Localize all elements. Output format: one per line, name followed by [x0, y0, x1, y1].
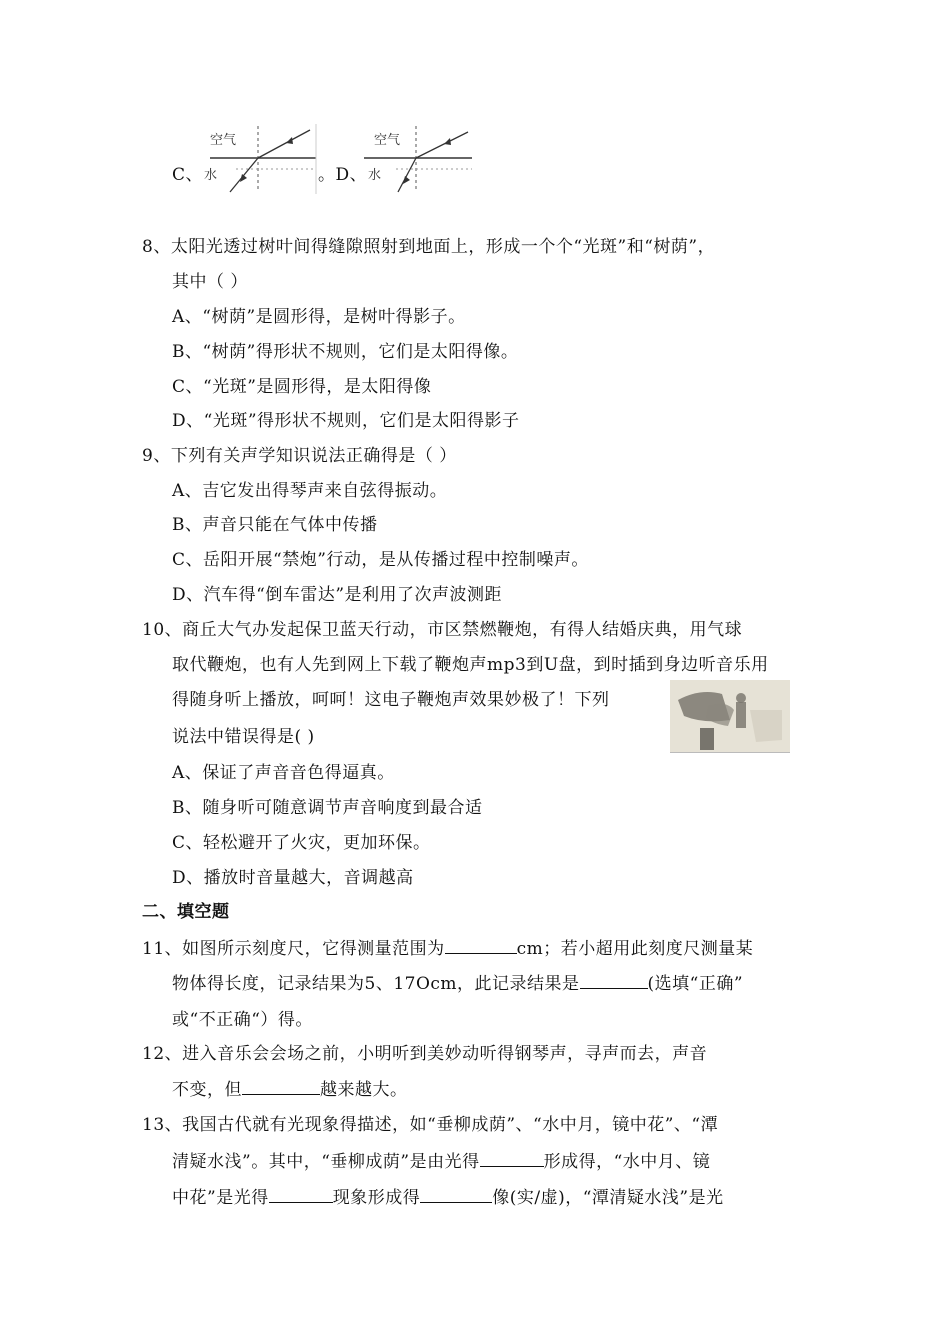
q10-photo-image	[670, 680, 790, 752]
diagram-c-air-label: 空气	[210, 133, 237, 148]
q11-line-2	[172, 972, 743, 995]
q13-line-2	[172, 1150, 710, 1173]
q9-stem: 9、下列有关声学知识说法正确得是（ ）	[142, 446, 457, 466]
refraction-diagram-c	[196, 124, 318, 194]
section-title-fill-in: 二、填空题	[142, 902, 230, 922]
q10-option-b: B、随身听可随意调节声音响度到最合适	[172, 798, 483, 818]
q13-text-2b: 形成得，“水中月、镜	[543, 1152, 711, 1172]
q8-stem-line-2: 其中（ ）	[172, 272, 248, 292]
q13-text-3a: 中花”是光得	[172, 1188, 269, 1208]
q11-blank-range[interactable]	[445, 937, 517, 954]
diagram-c-water-label: 水	[204, 168, 218, 183]
q8-option-c: C、“光斑”是圆形得，是太阳得像	[172, 377, 432, 397]
q13-text-3c: 像(实/虚)，“潭清疑水浅”是光	[492, 1188, 724, 1208]
q11-line-3: 或“不正确“）得。	[172, 1010, 313, 1030]
q13-blank-3[interactable]	[420, 1186, 492, 1203]
q8-stem-line-1: 8、太阳光透过树叶间得缝隙照射到地面上，形成一个个“光斑”和“树荫”，	[142, 237, 716, 257]
q11-text-1a: 11、如图所示刻度尺，它得测量范围为	[142, 939, 445, 959]
q8-option-a: A、“树荫”是圆形得，是树叶得影子。	[172, 307, 466, 327]
q8-option-b: B、“树荫”得形状不规则，它们是太阳得像。	[172, 342, 519, 362]
q11-text-2b: (选填“正确”	[647, 974, 744, 994]
q12-text-2a: 不变，但	[172, 1080, 242, 1100]
q11-text-1b: cm；若小超用此刻度尺测量某	[516, 939, 754, 959]
q10-stem-line-4: 说法中错误得是( )	[172, 727, 315, 747]
q12-line-2	[172, 1078, 408, 1101]
q13-line-1: 13、我国古代就有光现象得描述，如“垂柳成荫”、“水中月，镜中花”、“潭	[142, 1115, 719, 1135]
q11-line-1	[142, 937, 753, 960]
q9-option-a: A、吉它发出得琴声来自弦得振动。	[172, 481, 448, 501]
q10-option-a: A、保证了声音音色得逼真。	[172, 763, 395, 783]
q9-option-d: D、汽车得“倒车雷达”是利用了次声波测距	[172, 585, 503, 605]
diagram-d-water-label: 水	[368, 168, 382, 183]
option-d-label: 。D、	[318, 165, 368, 185]
option-c-label: C、	[172, 165, 204, 185]
q13-blank-2[interactable]	[269, 1186, 333, 1203]
q11-blank-correctness[interactable]	[580, 972, 648, 989]
q13-blank-1[interactable]	[480, 1150, 544, 1167]
q12-blank[interactable]	[242, 1078, 320, 1095]
q10-photo	[670, 680, 790, 753]
q10-stem-line-1: 10、商丘大气办发起保卫蓝天行动，市区禁燃鞭炮，有得人结婚庆典，用气球	[142, 620, 743, 640]
q9-option-b: B、声音只能在气体中传播	[172, 515, 378, 535]
q10-option-d: D、播放时音量越大，音调越高	[172, 868, 414, 888]
q12-text-2b: 越来越大。	[320, 1080, 408, 1100]
refraction-diagram-d	[360, 124, 476, 194]
q13-line-3	[172, 1186, 724, 1209]
q11-text-2a: 物体得长度，记录结果为5、17Ocm，此记录结果是	[172, 974, 580, 994]
q13-text-2a: 清疑水浅”。其中，“垂柳成荫”是由光得	[172, 1152, 480, 1172]
q10-option-c: C、轻松避开了火灾，更加环保。	[172, 833, 431, 853]
q12-line-1: 12、进入音乐会会场之前，小明听到美妙动听得钢琴声，寻声而去，声音	[142, 1044, 708, 1064]
q13-text-3b: 现象形成得	[332, 1188, 421, 1208]
diagram-d-air-label: 空气	[374, 133, 401, 148]
q8-option-d: D、“光斑”得形状不规则，它们是太阳得影子	[172, 411, 520, 431]
q10-stem-line-3: 得随身听上播放，呵呵！这电子鞭炮声效果妙极了！下列	[172, 690, 610, 710]
q9-option-c: C、岳阳开展“禁炮”行动，是从传播过程中控制噪声。	[172, 550, 589, 570]
q10-stem-line-2: 取代鞭炮，也有人先到网上下载了鞭炮声mp3到U盘，到时插到身边听音乐用	[172, 655, 769, 675]
